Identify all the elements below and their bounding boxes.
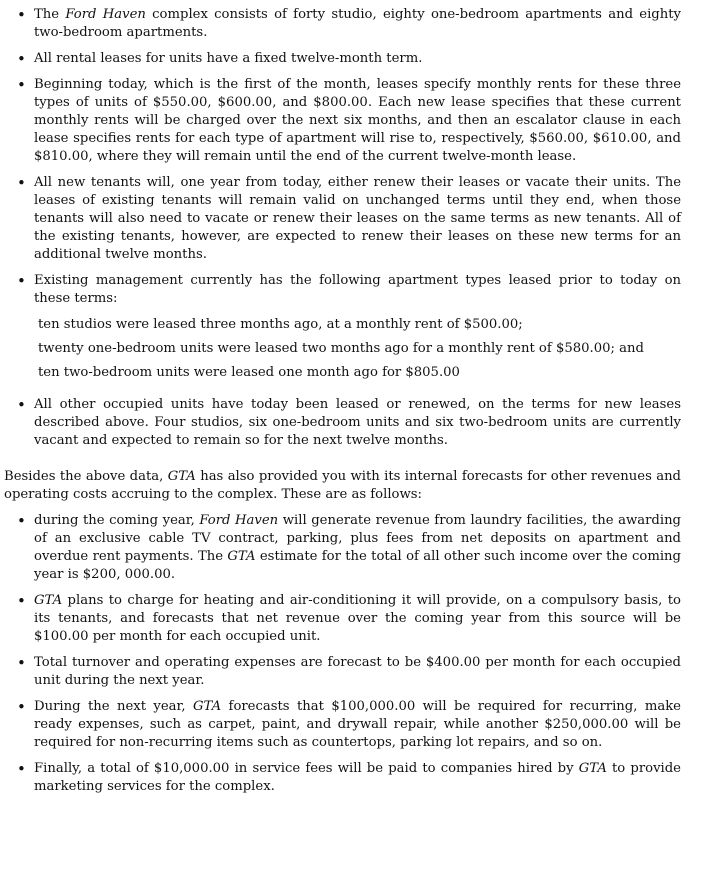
property-name: Ford Haven <box>65 7 146 22</box>
text-span: All new tenants will, one year from today, either renew their leases or vacate their units. The leases of existing tenants will remain valid on unchanged terms until they end, when those tenants will also need to vacate or renew their leases on the same terms as new tenants. All of the existing tenants, however, are expected to renew their leases on these new terms for an additional twelve months. <box>34 175 681 262</box>
text-span: During the next year, <box>34 699 193 714</box>
text-span: Total turnover and operating expenses are forecast to be $400.00 per month for each occupied unit during the next year. <box>34 655 681 688</box>
property-name: Ford Haven <box>199 513 279 528</box>
text-span: forecasts that $100,000.00 will be required for recurring, make ready expenses, such as carpet, paint, and drywall repair, while another $250,000.00 will be required for non-recurring items such as countertops, parking lot repairs, and so on. <box>34 699 681 750</box>
text-span: estimate for the total of all other such income over the coming year is $200, 000.00. <box>34 549 681 582</box>
list-item <box>0 6 715 42</box>
document-page <box>0 6 715 796</box>
company-name: GTA <box>227 549 256 564</box>
list-item <box>0 512 715 584</box>
text-span: Finally, a total of $10,000.00 in service fees will be paid to companies hired by <box>34 761 579 776</box>
text-span: to provide marketing services for the complex. <box>34 761 681 794</box>
list-item <box>0 396 715 450</box>
text-span: Existing management currently has the following apartment types leased prior to today on these terms: <box>34 273 681 306</box>
text-span: The <box>34 7 66 22</box>
forecasts-list <box>0 512 715 796</box>
company-name: GTA <box>578 761 607 776</box>
list-item <box>0 698 715 752</box>
list-item <box>0 76 715 166</box>
intro-paragraph <box>0 468 715 504</box>
text-span: during the coming year, <box>34 513 200 528</box>
existing-leases-sublist <box>38 316 681 382</box>
list-item <box>0 654 715 690</box>
sub-line: twenty one-bedroom units were leased two months ago for a monthly rent of $580.00; and <box>38 341 644 356</box>
text-span: complex consists of forty studio, eighty one-bedroom apartments and eighty two-bedroom apartments. <box>34 7 681 40</box>
list-item <box>0 174 715 264</box>
text-span: Beginning today, which is the first of the month, leases specify monthly rents for these three types of units of $550.00, $600.00, and $800.00. Each new lease specifies that these current monthly rents will be charged over the next six months, and then an escalator clause in each lease specifies rents for each type of apartment will rise to, respectively, $560.00, $610.00, and $810.00, where they will remain until the end of the current twelve-month lease. <box>34 77 681 164</box>
list-item <box>0 50 715 68</box>
company-name: GTA <box>167 469 196 484</box>
list-item <box>0 760 715 796</box>
company-name: GTA <box>34 593 63 608</box>
sub-line: ten two-bedroom units were leased one month ago for $805.00 <box>38 365 460 380</box>
text-span: will generate revenue from laundry facilities, the awarding of an exclusive cable TV contract, parking, plus fees from net deposits on apartment and overdue rent payments. The <box>34 513 682 564</box>
sub-line: ten studios were leased three months ago, at a monthly rent of $500.00; <box>38 317 523 332</box>
list-item <box>0 272 715 382</box>
text-span: Besides the above data, <box>4 469 168 484</box>
text-span: All rental leases for units have a fixed twelve-month term. <box>34 51 423 66</box>
property-facts-list <box>0 6 715 450</box>
text-span: has also provided you with its internal forecasts for other revenues and operating costs accruing to the complex. These are as follows: <box>4 469 682 502</box>
list-item <box>0 592 715 646</box>
company-name: GTA <box>193 699 222 714</box>
text-span: plans to charge for heating and air-conditioning it will provide, on a compulsory basis, to its tenants, and forecasts that net revenue over the coming year from this source will be $100.00 per month for each occupied unit. <box>34 593 681 644</box>
text-span: All other occupied units have today been leased or renewed, on the terms for new leases described above. Four studios, six one-bedroom units and six two-bedroom units are currently vacant and expected to remain so for the next twelve months. <box>34 397 681 448</box>
